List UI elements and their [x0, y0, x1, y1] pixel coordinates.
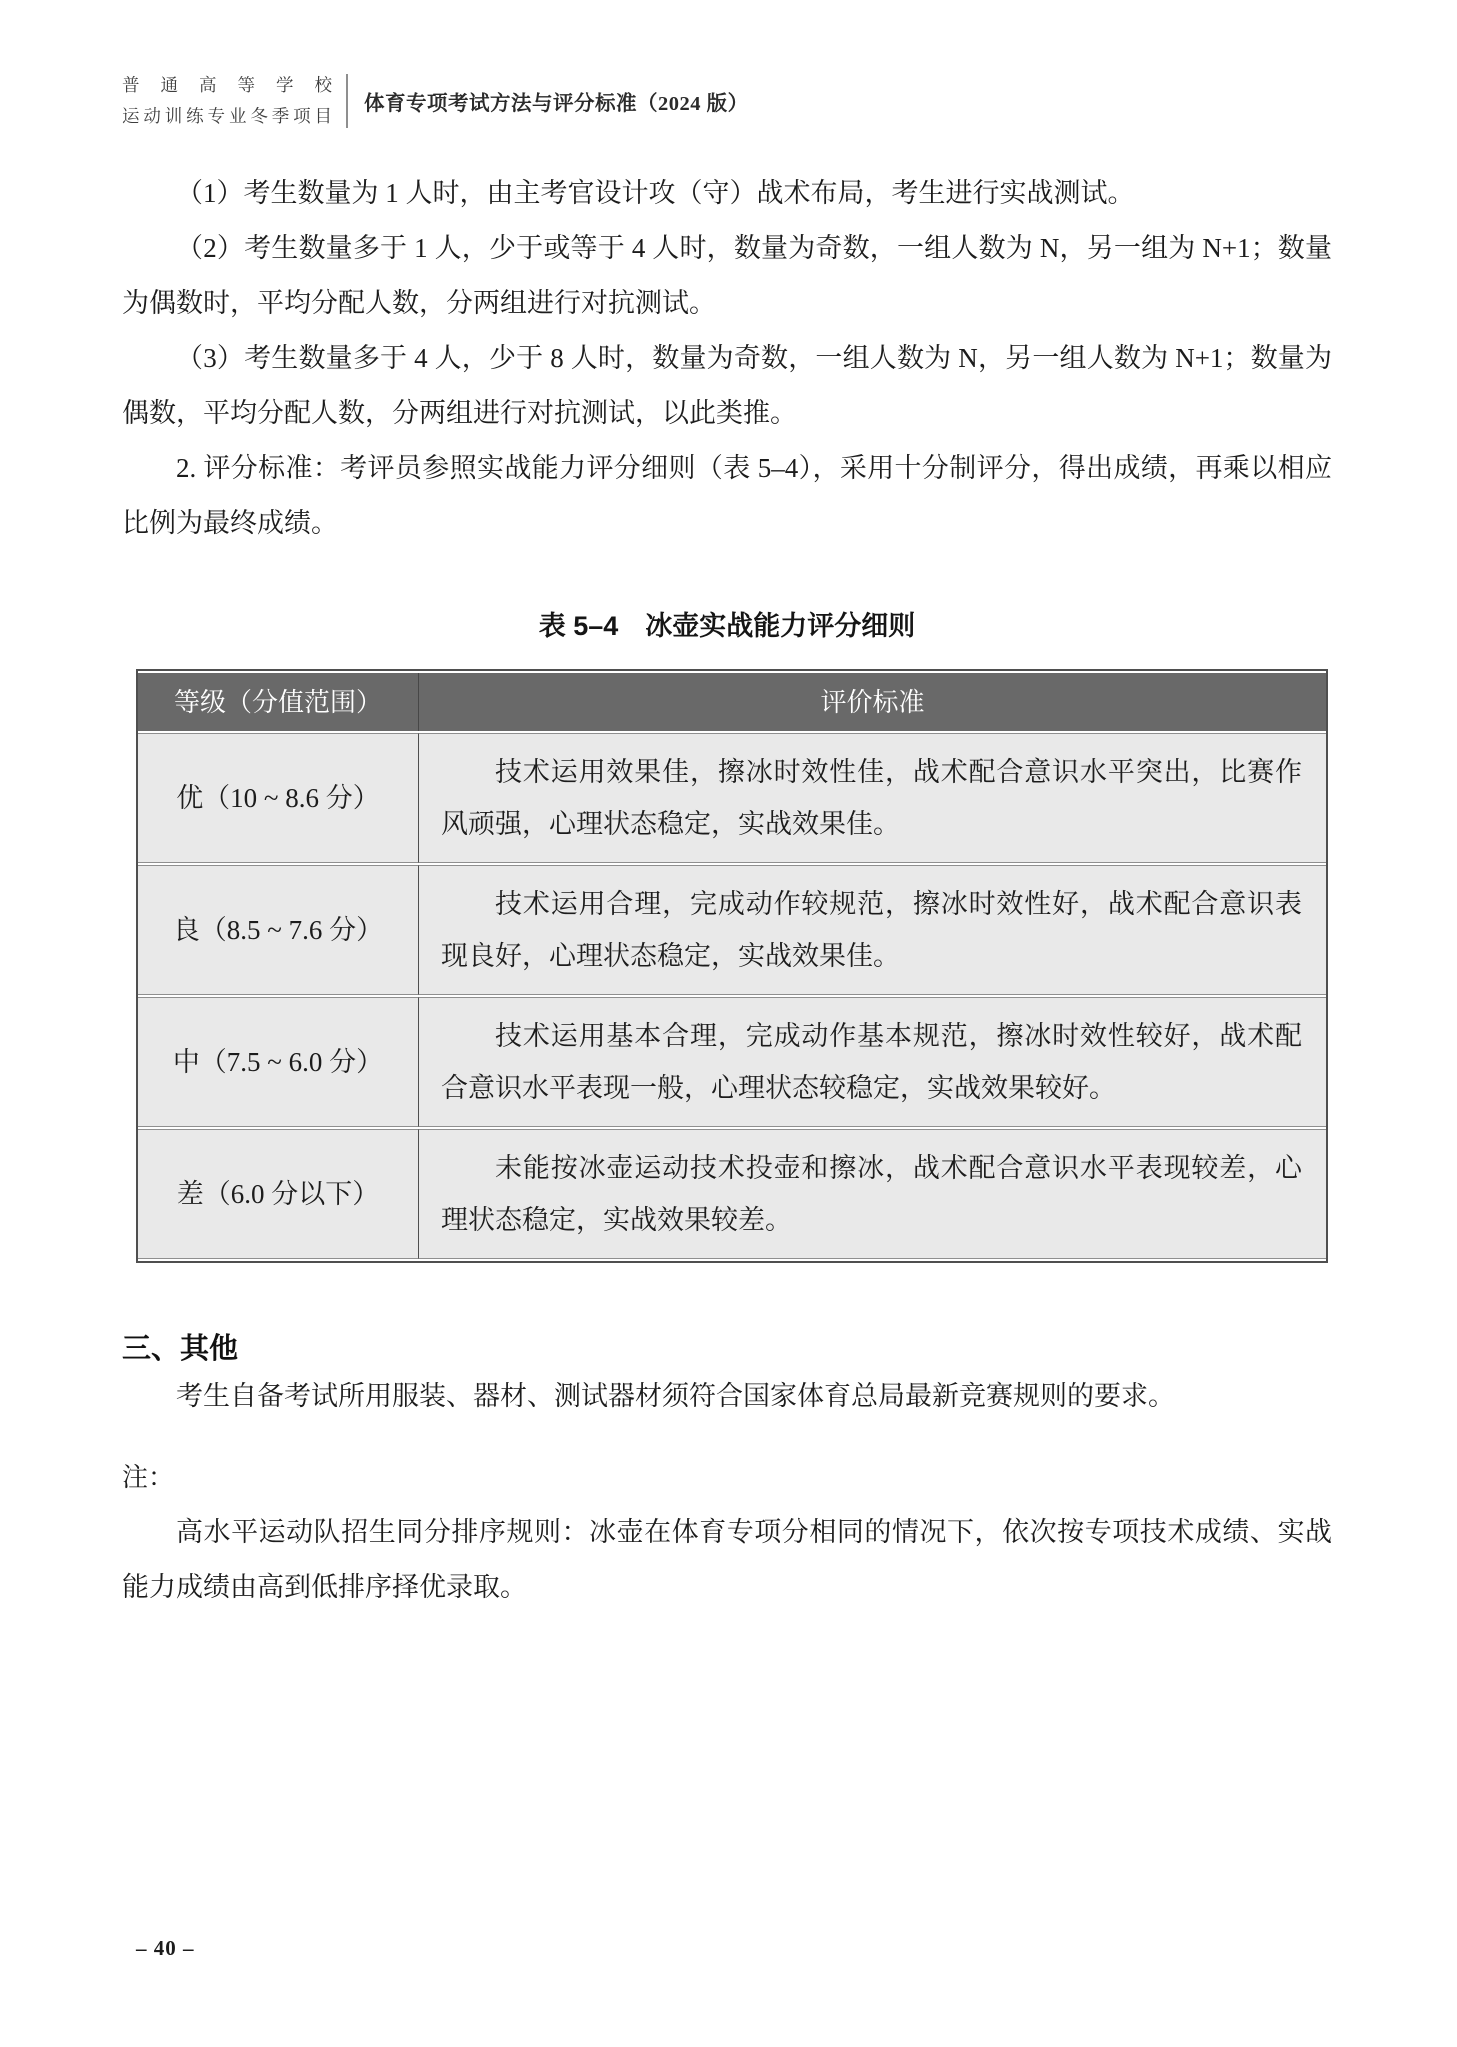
criteria-cell-good: 技术运用合理，完成动作较规范，擦冰时效性好，战术配合意识表现良好，心理状态稳定，实战效果佳。	[419, 865, 1326, 995]
column-header-grade: 等级（分值范围）	[138, 673, 419, 731]
scoring-rubric-table	[136, 669, 1328, 1263]
paragraph-rule-3: （3）考生数量多于 4 人，少于 8 人时，数量为奇数，一组人数为 N，另一组人数为 N+1；数量为偶数，平均分配人数，分两组进行对抗测试，以此类推。	[122, 343, 1332, 428]
criteria-cell-poor: 未能按冰壶运动技术投壶和擦冰，战术配合意识水平表现较差，心理状态稳定，实战效果较差。	[419, 1129, 1326, 1259]
table-row	[138, 733, 1326, 863]
header-series-title	[122, 70, 332, 132]
criteria-cell-medium: 技术运用基本合理，完成动作基本规范，擦冰时效性较好，战术配合意识水平表现一般，心理状态较稳定，实战效果较好。	[419, 997, 1326, 1127]
table-row	[138, 865, 1326, 995]
header-series-line2: 运动训练专业冬季项目	[122, 106, 332, 126]
paragraph-equipment-requirement: 考生自备考试所用服装、器材、测试器材须符合国家体育总局最新竞赛规则的要求。	[176, 1381, 1175, 1411]
header-series-line1: 普通高等学校	[122, 75, 332, 95]
section-heading-other: 三、其他	[122, 1333, 239, 1365]
criteria-cell-excellent: 技术运用效果佳，擦冰时效性佳，战术配合意识水平突出，比赛作风顽强，心理状态稳定，实战效果佳。	[419, 733, 1326, 863]
paragraph-rule-1: （1）考生数量为 1 人时，由主考官设计攻（守）战术布局，考生进行实战测试。	[176, 178, 1135, 208]
grade-cell-excellent: 优（10 ~ 8.6 分）	[138, 733, 419, 863]
table-caption: 表 5–4 冰壶实战能力评分细则	[538, 611, 916, 641]
grade-cell-good: 良（8.5 ~ 7.6 分）	[138, 865, 419, 995]
paragraph-rule-2: （2）考生数量多于 1 人，少于或等于 4 人时，数量为奇数，一组人数为 N，另一组为 N+1；数量为偶数时，平均分配人数，分两组进行对抗测试。	[122, 233, 1332, 318]
note-label: 注：	[122, 1462, 175, 1492]
paragraph-scoring-standard: 2. 评分标准：考评员参照实战能力评分细则（表 5–4），采用十分制评分，得出成绩，再乘以相应比例为最终成绩。	[122, 453, 1332, 538]
table-row	[138, 997, 1326, 1127]
running-header	[122, 70, 749, 132]
header-divider	[346, 74, 348, 128]
column-header-criteria: 评价标准	[419, 673, 1326, 731]
table-row	[138, 1129, 1326, 1259]
header-doc-title: 体育专项考试方法与评分标准（2024 版）	[364, 93, 749, 115]
table-header-row	[138, 673, 1326, 731]
grade-cell-medium: 中（7.5 ~ 6.0 分）	[138, 997, 419, 1127]
paragraph-tie-break-rule: 高水平运动队招生同分排序规则：冰壶在体育专项分相同的情况下，依次按专项技术成绩、实战能力成绩由高到低排序择优录取。	[122, 1517, 1332, 1602]
grade-cell-poor: 差（6.0 分以下）	[138, 1129, 419, 1259]
page-number: – 40 –	[136, 1936, 195, 1960]
page-content	[122, 166, 1332, 1615]
